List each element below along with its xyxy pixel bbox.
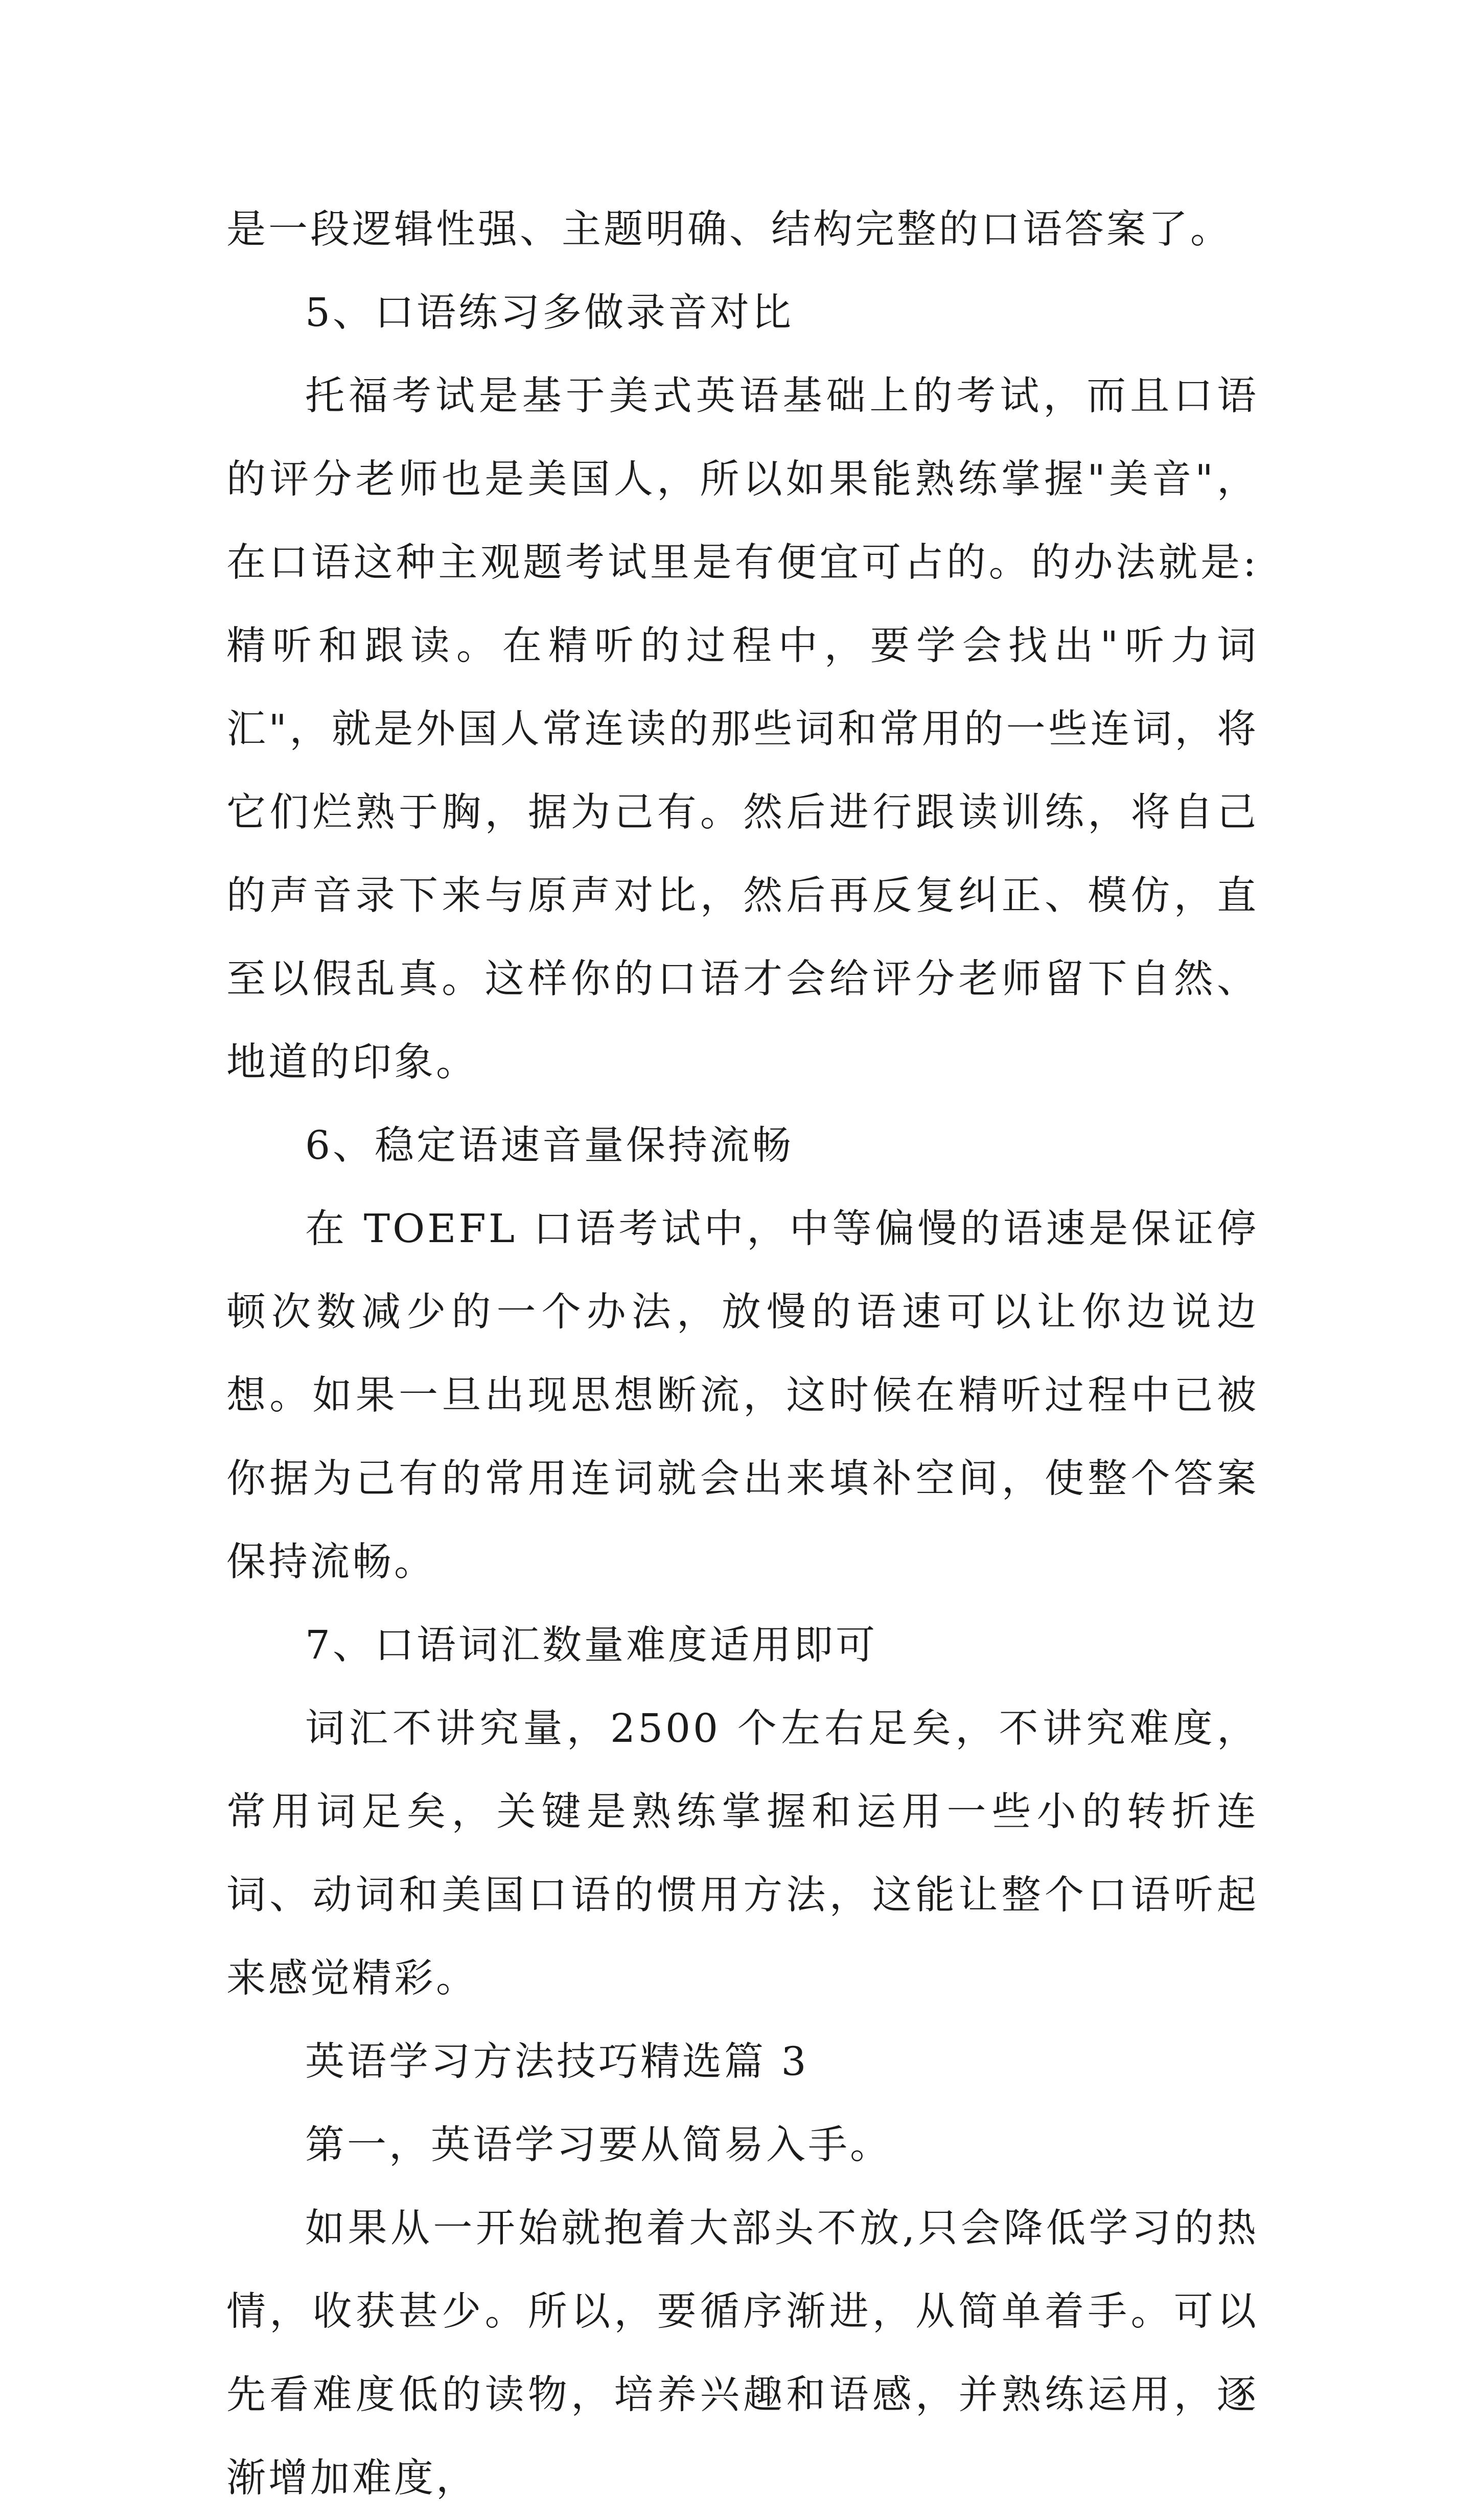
- paragraph-speech-speed: 在 TOEFL 口语考试中，中等偏慢的语速是保证停顿次数减少的一个办法，放慢的语速可以让你边说边想。如果一旦出现思想断流，这时候在精听过程中已被你据为己有的常用连词就会出来填补空间，使整个答案保持流畅。: [226, 1206, 1259, 1585]
- article-title-part-3: 英语学习方法技巧精选篇 3: [305, 2039, 809, 2085]
- paragraph-easy-start: 如果从一开始就抱着大部头不放,只会降低学习的热情，收获甚少。所以，要循序渐进，从简单着手。可以先看难度低的读物，培养兴趣和语感，并熟练运用，逐渐增加难度，: [226, 2206, 1259, 2501]
- section-heading-5: 5、口语练习多做录音对比: [305, 290, 794, 336]
- paragraph-continuation: 是一段逻辑性强、主题明确、结构完整的口语答案了。: [226, 207, 1232, 252]
- section-heading-7: 7、口语词汇数量难度适用即可: [305, 1623, 877, 1668]
- section-heading-6: 6、稳定语速音量保持流畅: [305, 1123, 794, 1169]
- paragraph-vocabulary: 词汇不讲究量，2500 个左右足矣，不讲究难度，常用词足矣，关键是熟练掌握和运用一些小的转折连词、动词和美国口语的惯用方法，这能让整个口语听起来感觉精彩。: [226, 1706, 1259, 2001]
- point-heading-first: 第一，英语学习要从简易入手。: [305, 2122, 892, 2168]
- paragraph-recording-comparison: 托福考试是基于美式英语基础上的考试，而且口语的评分老师也是美国人，所以如果能熟练掌握"美音"，在口语这种主观题考试里是有便宜可占的。的办法就是: 精听和跟读。在精听的过程中，要学会找出"听力词汇"，就是外国人常连读的那些词和常用的一些连词，将它们烂熟于胸，据为己有。然后进行跟读训练，将自己的声音录下来与原声对比，然后再反复纠正、模仿，直至以假乱真。这样你的口语才会给评分老师留下自然、地道的印象。: [226, 374, 1259, 1085]
- document-body: [226, 188, 1259, 2520]
